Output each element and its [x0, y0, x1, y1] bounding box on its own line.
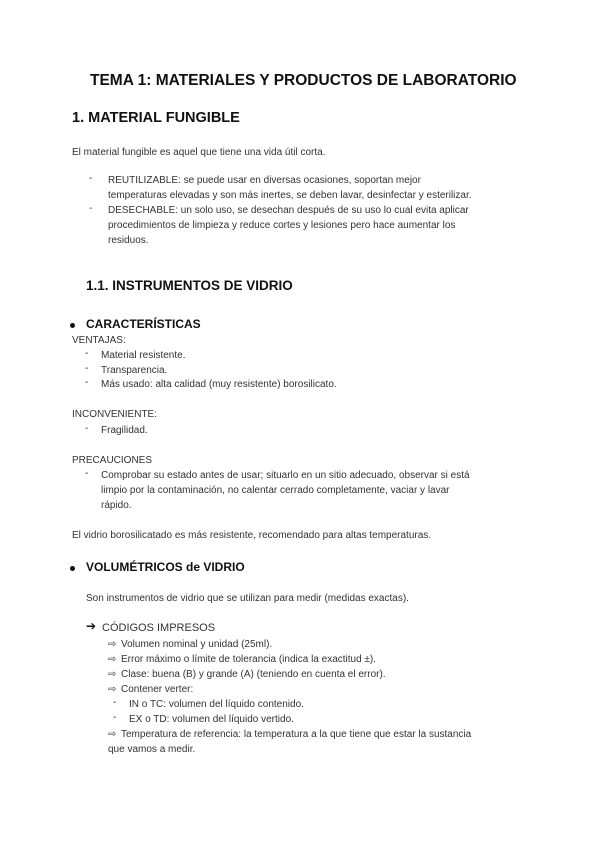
list-item-line: limpio por la contaminación, no calentar cerrado completamente, vaciar y lavar	[101, 485, 450, 496]
list-item: Error máximo o límite de tolerancia (indica la exactitud ±).	[121, 654, 377, 665]
dash-marker: -	[89, 173, 93, 184]
label-ventajas: VENTAJAS:	[72, 335, 126, 346]
list-item: IN o TC: volumen del líquido contenido.	[129, 699, 304, 710]
list-item: Transparencia.	[101, 365, 168, 376]
list-item-line: Comprobar su estado antes de usar; situarlo en un sitio adecuado, observar si está	[101, 470, 470, 481]
subheading-caracteristicas: CARACTERÍSTICAS	[86, 317, 201, 331]
dash-marker: -	[113, 712, 117, 723]
dash-marker: -	[85, 348, 89, 359]
bullet-icon	[70, 566, 75, 571]
label-codigos: CÓDIGOS IMPRESOS	[102, 622, 216, 634]
list-item-line: Temperatura de referencia: la temperatura a la que tiene que estar la sustancia	[121, 729, 472, 740]
list-item-line: que vamos a medir.	[108, 744, 196, 755]
subheading-volumetricos: VOLUMÉTRICOS de VIDRIO	[86, 560, 245, 574]
list-item: Volumen nominal y unidad (25ml).	[121, 639, 273, 650]
arrow-right-icon: ⇨	[108, 729, 117, 740]
label-precauciones: PRECAUCIONES	[72, 455, 153, 466]
arrow-right-icon: ⇨	[108, 639, 117, 650]
dash-marker: -	[85, 363, 89, 374]
dash-marker: -	[85, 468, 89, 479]
list-item: Clase: buena (B) y grande (A) (teniendo en cuenta el error).	[121, 669, 386, 680]
page-title: TEMA 1: MATERIALES Y PRODUCTOS DE LABORATORIO	[90, 72, 517, 89]
arrow-right-icon: ⇨	[108, 669, 117, 680]
bullet-icon	[70, 323, 75, 328]
list-item-line: temperaturas elevadas y son más inertes, se deben lavar, desinfectar y esterilizar.	[108, 190, 472, 201]
dash-marker: -	[85, 423, 89, 434]
list-item: EX o TD: volumen del líquido vertido.	[129, 714, 294, 725]
dash-marker: -	[85, 377, 89, 388]
list-item: Más usado: alta calidad (muy resistente) borosilicato.	[101, 379, 337, 390]
dash-marker: -	[113, 697, 117, 708]
arrow-right-icon: ⇨	[108, 654, 117, 665]
list-item-line: REUTILIZABLE: se puede usar en diversas ocasiones, soportan mejor	[108, 175, 421, 186]
intro-text: Son instrumentos de vidrio que se utilizan para medir (medidas exactas).	[86, 593, 409, 604]
list-item: Material resistente.	[101, 350, 186, 361]
list-item-line: DESECHABLE: un solo uso, se desechan después de su uso lo cual evita aplicar	[108, 205, 469, 216]
section-heading-material-fungible: 1. MATERIAL FUNGIBLE	[72, 110, 240, 126]
list-item-line: procedimientos de limpieza y reduce cortes y lesiones pero hace aumentar los	[108, 220, 456, 231]
arrow-right-icon: ⇨	[108, 684, 117, 695]
dash-marker: -	[89, 203, 93, 214]
label-inconveniente: INCONVENIENTE:	[72, 409, 158, 420]
list-item-line: residuos.	[108, 235, 149, 246]
list-item: Contener verter:	[121, 684, 194, 695]
list-item: Fragilidad.	[101, 425, 148, 436]
note-text: El vidrio borosilicatado es más resistente, recomendado para altas temperaturas.	[72, 530, 432, 541]
intro-text: El material fungible es aquel que tiene una vida útil corta.	[72, 147, 326, 158]
section-heading-instrumentos-vidrio: 1.1. INSTRUMENTOS DE VIDRIO	[86, 278, 293, 293]
arrow-right-icon: ➔	[86, 619, 97, 633]
list-item-line: rápido.	[101, 500, 132, 511]
